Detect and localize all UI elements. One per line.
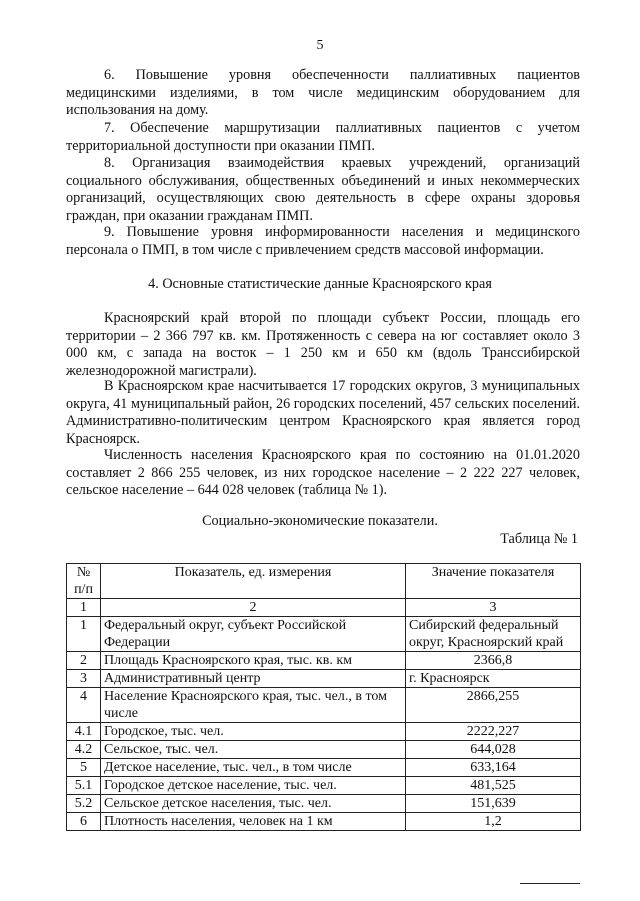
page-number: 5	[316, 38, 324, 53]
table-row	[67, 759, 581, 777]
table-numbering-row	[67, 599, 581, 617]
body-paragraph-1: Красноярский край второй по площади субъект России, площадь его территории – 2 366 797 кв. км. Протяженность с севера на юг составляет около 3 000 км, с запада на восток – 1 250 км и 650 км (вдоль Транссибирской железнодорожной магистрали).	[66, 310, 580, 379]
table-cell: 633,164	[406, 759, 581, 777]
table-cell: Плотность населения, человек на 1 км	[101, 813, 406, 831]
table-cell: Детское население, тыс. чел., в том числе	[101, 759, 406, 777]
section-heading: 4. Основные статистические данные Красноярского края	[148, 276, 492, 292]
list-item-9: 9. Повышение уровня информированности населения и медицинского персонала о ПМП, в том числе с привлечением средств массовой информации.	[66, 224, 580, 258]
list-item-8: 8. Организация взаимодействия краевых учреждений, организаций социального обслуживания, общественных объединений и иных некоммерческих организаций, осуществляющих свою деятельность в сфере охраны здоровья граждан, при оказании гражданам ПМП.	[66, 155, 580, 224]
table-cell: 644,028	[406, 741, 581, 759]
footer-rule	[520, 883, 580, 884]
table-cell: Сельское, тыс. чел.	[101, 741, 406, 759]
table-row	[67, 813, 581, 831]
table-cell: Сельское детское населения, тыс. чел.	[101, 795, 406, 813]
table-cell: 2	[101, 599, 406, 617]
table-cell: 5.1	[67, 777, 101, 795]
table-cell: 5	[67, 759, 101, 777]
table-label: Таблица № 1	[500, 531, 578, 547]
table-cell: Сибирский федеральный округ, Красноярский край	[406, 617, 581, 652]
table-row	[67, 688, 581, 723]
table-cell: г. Красноярск	[406, 670, 581, 688]
table-cell: 4.2	[67, 741, 101, 759]
table-cell: Федеральный округ, субъект Российской Федерации	[101, 617, 406, 652]
list-item-6: 6. Повышение уровня обеспеченности паллиативных пациентов медицинскими изделиями, в том числе медицинским оборудованием для использования на дому.	[66, 67, 580, 118]
table-cell: 4	[67, 688, 101, 723]
table-cell: 151,639	[406, 795, 581, 813]
table-header-row	[67, 564, 581, 599]
table-cell: 4.1	[67, 723, 101, 741]
table-cell: 1	[67, 617, 101, 652]
table-cell: 2866,255	[406, 688, 581, 723]
statistics-table	[66, 563, 581, 831]
table-cell: 5.2	[67, 795, 101, 813]
table-cell: 2366,8	[406, 652, 581, 670]
table-cell: 2222,227	[406, 723, 581, 741]
table-cell: Городское детское население, тыс. чел.	[101, 777, 406, 795]
table-row	[67, 741, 581, 759]
table-cell: 3	[67, 670, 101, 688]
body-paragraph-3: Численность населения Красноярского края по состоянию на 01.01.2020 составляет 2 866 255 человек, из них городское население – 2 222 227 человек, сельское население – 644 028 человек (таблица № 1).	[66, 447, 580, 498]
table-caption: Социально-экономические показатели.	[202, 513, 438, 529]
table-cell: 2	[67, 652, 101, 670]
table-cell: 6	[67, 813, 101, 831]
table-cell: Административный центр	[101, 670, 406, 688]
table-row	[67, 617, 581, 652]
table-cell: Население Красноярского края, тыс. чел., в том числе	[101, 688, 406, 723]
table-cell: 3	[406, 599, 581, 617]
header-number: № п/п	[67, 564, 101, 599]
table-row	[67, 723, 581, 741]
header-value: Значение показателя	[406, 564, 581, 599]
table-cell: 481,525	[406, 777, 581, 795]
list-item-7: 7. Обеспечение маршрутизации паллиативных пациентов с учетом территориальной доступности при оказании ПМП.	[66, 120, 580, 154]
table-cell: Площадь Красноярского края, тыс. кв. км	[101, 652, 406, 670]
table-row	[67, 652, 581, 670]
table-row	[67, 795, 581, 813]
table-cell: 1	[67, 599, 101, 617]
table-row	[67, 777, 581, 795]
table-cell: 1,2	[406, 813, 581, 831]
header-indicator: Показатель, ед. измерения	[101, 564, 406, 599]
table-row	[67, 670, 581, 688]
body-paragraph-2: В Красноярском крае насчитывается 17 городских округов, 3 муниципальных округа, 41 муниципальный район, 26 городских поселений, 457 сельских поселений. Административно-политическим центром Красноярского края является город Красноярск.	[66, 378, 580, 447]
table-cell: Городское, тыс. чел.	[101, 723, 406, 741]
